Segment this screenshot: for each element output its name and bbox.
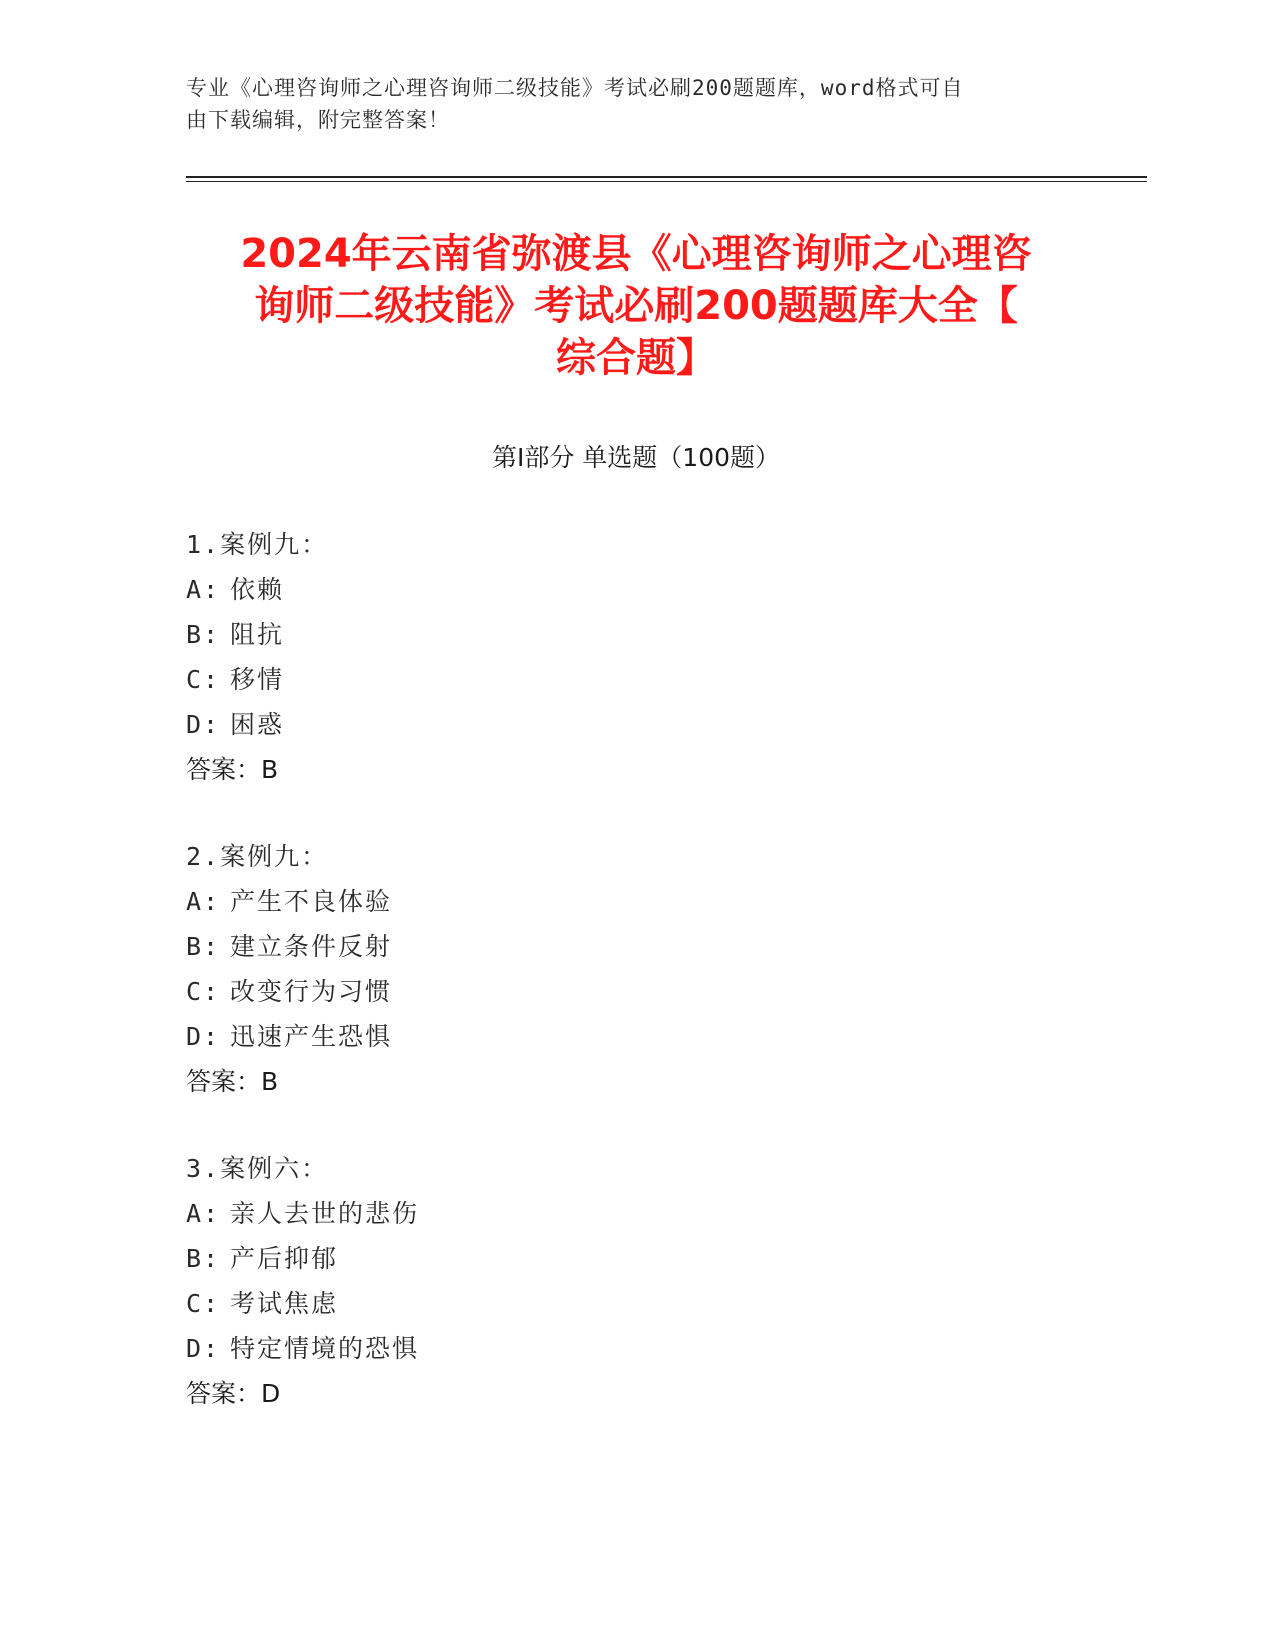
option-c <box>186 1281 1086 1326</box>
title-line-2: 询师二级技能》考试必刷200题题库大全【 <box>254 283 1018 329</box>
question-item <box>186 1146 1086 1416</box>
question-stem: 1.案例九： <box>186 530 329 559</box>
option-label: B: <box>186 620 221 649</box>
section-heading: 第I部分 单选题（100题） <box>491 443 781 472</box>
option-label: D: <box>186 710 221 739</box>
option-text: 阻抗 <box>230 620 285 649</box>
option-label: C: <box>186 1289 221 1318</box>
option-label: A: <box>186 1199 221 1228</box>
option-text: 产生不良体验 <box>230 887 393 916</box>
option-a <box>186 879 1086 924</box>
option-text: 建立条件反射 <box>230 932 393 961</box>
option-text: 亲人去世的悲伤 <box>230 1199 420 1228</box>
option-text: 产后抑郁 <box>230 1244 339 1273</box>
option-b <box>186 612 1086 657</box>
title-line-1: 2024年云南省弥渡县《心理咨询师之心理咨 <box>240 231 1032 277</box>
divider-thin <box>186 181 1147 182</box>
option-label: C: <box>186 977 221 1006</box>
option-c <box>186 657 1086 702</box>
option-a <box>186 1191 1086 1236</box>
option-text: 移情 <box>230 665 285 694</box>
option-label: D: <box>186 1334 221 1363</box>
option-text: 改变行为习惯 <box>230 977 393 1006</box>
answer-line: 答案：B <box>186 1067 279 1096</box>
option-text: 考试焦虑 <box>230 1289 339 1318</box>
option-c <box>186 969 1086 1014</box>
option-d <box>186 1326 1086 1371</box>
intro-line-1: 专业《心理咨询师之心理咨询师二级技能》考试必刷200题题库，word格式可自 <box>186 76 964 100</box>
question-item <box>186 522 1086 792</box>
title-line-3: 综合题】 <box>556 335 716 381</box>
answer-line: 答案：D <box>186 1379 281 1408</box>
question-stem: 3.案例六： <box>186 1154 329 1183</box>
option-d <box>186 1014 1086 1059</box>
option-label: A: <box>186 887 221 916</box>
option-b <box>186 1236 1086 1281</box>
answer-line: 答案：B <box>186 755 279 784</box>
option-d <box>186 702 1086 747</box>
option-text: 特定情境的恐惧 <box>230 1334 420 1363</box>
question-list <box>186 522 1086 1458</box>
option-label: B: <box>186 1244 221 1273</box>
option-b <box>186 924 1086 969</box>
option-a <box>186 567 1086 612</box>
option-text: 困惑 <box>230 710 285 739</box>
option-text: 依赖 <box>230 575 285 604</box>
option-label: C: <box>186 665 221 694</box>
question-item <box>186 834 1086 1104</box>
option-text: 迅速产生恐惧 <box>230 1022 393 1051</box>
intro-text <box>186 72 1066 136</box>
question-stem: 2.案例九： <box>186 842 329 871</box>
option-label: D: <box>186 1022 221 1051</box>
option-label: B: <box>186 932 221 961</box>
divider-thick <box>186 176 1147 178</box>
document-title <box>186 228 1086 384</box>
intro-line-2: 由下载编辑，附完整答案！ <box>186 108 450 132</box>
option-label: A: <box>186 575 221 604</box>
